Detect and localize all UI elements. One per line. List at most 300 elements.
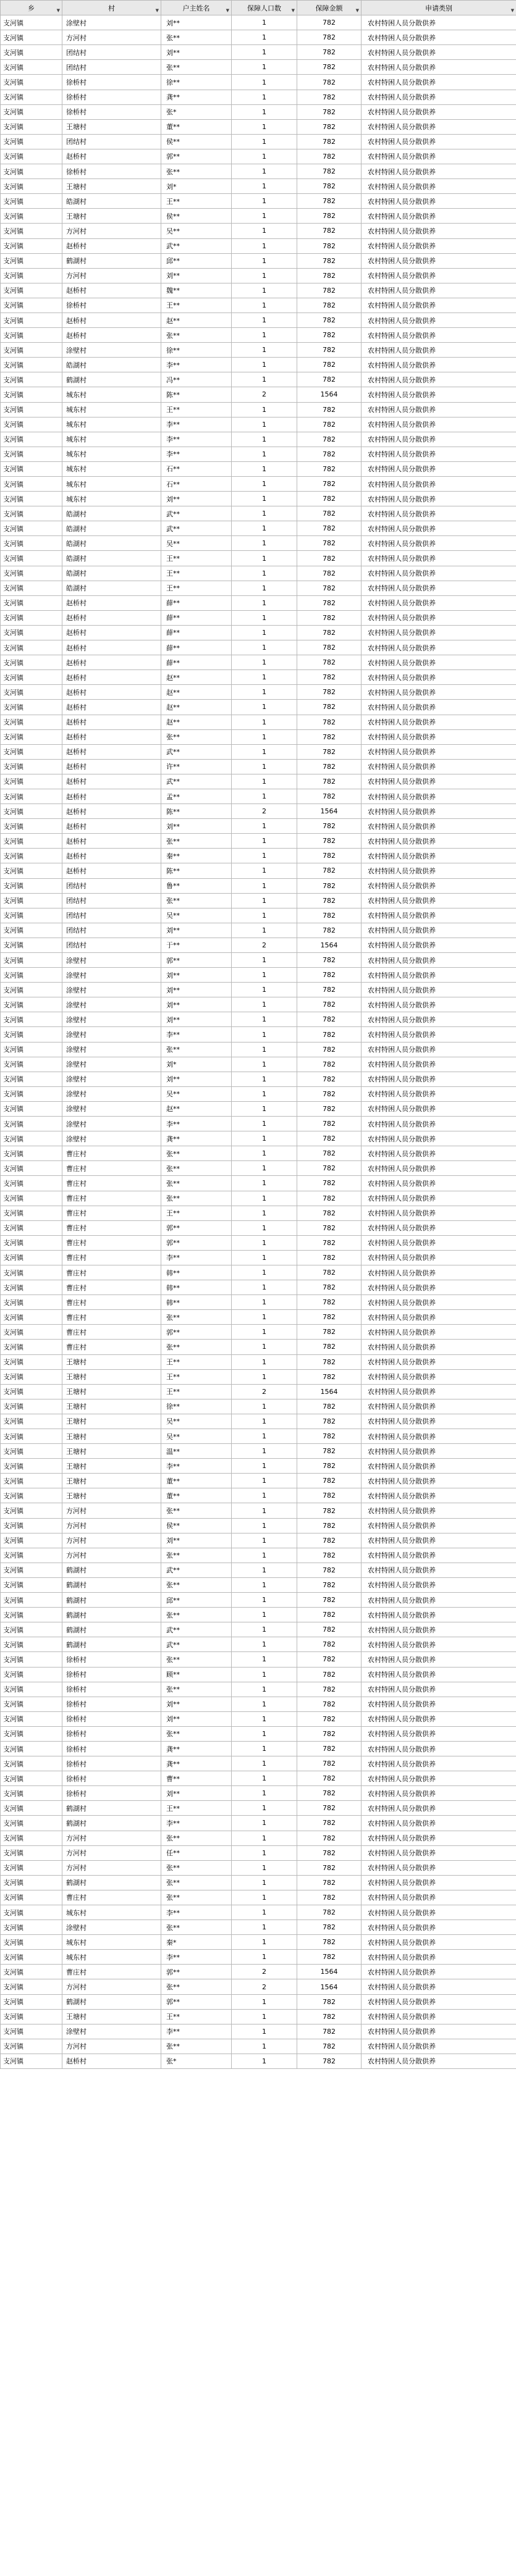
cell-township[interactable]: 支河镇 (1, 1518, 62, 1533)
cell-village[interactable]: 王塘村 (62, 1384, 161, 1399)
cell-population[interactable]: 1 (232, 1697, 297, 1711)
cell-population[interactable]: 1 (232, 328, 297, 343)
cell-category[interactable]: 农村特困人员分散供养 (362, 1533, 516, 1548)
cell-township[interactable]: 支河镇 (1, 1012, 62, 1027)
cell-category[interactable]: 农村特困人员分散供养 (362, 1965, 516, 1979)
cell-amount[interactable]: 782 (297, 209, 362, 224)
cell-householder[interactable]: 任** (161, 1845, 232, 1860)
cell-category[interactable]: 农村特困人员分散供养 (362, 179, 516, 194)
cell-amount[interactable]: 782 (297, 1920, 362, 1935)
cell-householder[interactable]: 许** (161, 759, 232, 774)
cell-category[interactable]: 农村特困人员分散供养 (362, 1994, 516, 2009)
cell-village[interactable]: 曹庄村 (62, 1220, 161, 1235)
cell-category[interactable]: 农村特困人员分散供养 (362, 1042, 516, 1057)
cell-population[interactable]: 1 (232, 595, 297, 610)
cell-village[interactable]: 赵桥村 (62, 774, 161, 789)
cell-amount[interactable]: 782 (297, 1295, 362, 1310)
cell-township[interactable]: 支河镇 (1, 194, 62, 209)
cell-householder[interactable]: 韩** (161, 1280, 232, 1295)
cell-village[interactable]: 王塘村 (62, 179, 161, 194)
cell-householder[interactable]: 吴** (161, 1429, 232, 1444)
cell-village[interactable]: 城东村 (62, 417, 161, 432)
cell-amount[interactable]: 782 (297, 744, 362, 759)
cell-township[interactable]: 支河镇 (1, 253, 62, 268)
cell-village[interactable]: 涂壁村 (62, 983, 161, 997)
cell-householder[interactable]: 郭** (161, 1965, 232, 1979)
cell-township[interactable]: 支河镇 (1, 1682, 62, 1697)
cell-category[interactable]: 农村特困人员分散供养 (362, 819, 516, 834)
cell-population[interactable]: 1 (232, 1117, 297, 1131)
cell-amount[interactable]: 782 (297, 1845, 362, 1860)
cell-householder[interactable]: 韩** (161, 1265, 232, 1280)
cell-householder[interactable]: 王** (161, 1801, 232, 1816)
cell-householder[interactable]: 刘** (161, 1012, 232, 1027)
cell-population[interactable]: 1 (232, 1771, 297, 1786)
cell-township[interactable]: 支河镇 (1, 506, 62, 521)
cell-township[interactable]: 支河镇 (1, 804, 62, 819)
cell-amount[interactable]: 782 (297, 1042, 362, 1057)
cell-amount[interactable]: 782 (297, 1890, 362, 1905)
cell-amount[interactable]: 782 (297, 104, 362, 119)
cell-householder[interactable]: 刘** (161, 1711, 232, 1726)
cell-village[interactable]: 方河村 (62, 1503, 161, 1518)
cell-village[interactable]: 方河村 (62, 1533, 161, 1548)
cell-village[interactable]: 方河村 (62, 1845, 161, 1860)
cell-village[interactable]: 赵桥村 (62, 849, 161, 863)
cell-village[interactable]: 涂壁村 (62, 968, 161, 983)
cell-township[interactable]: 支河镇 (1, 923, 62, 938)
cell-category[interactable]: 农村特困人员分散供养 (362, 774, 516, 789)
cell-category[interactable]: 农村特困人员分散供养 (362, 849, 516, 863)
cell-householder[interactable]: 张** (161, 1920, 232, 1935)
cell-village[interactable]: 方河村 (62, 224, 161, 238)
cell-amount[interactable]: 782 (297, 759, 362, 774)
cell-householder[interactable]: 李** (161, 1459, 232, 1474)
cell-population[interactable]: 1 (232, 1265, 297, 1280)
cell-village[interactable]: 涂壁村 (62, 953, 161, 968)
cell-population[interactable]: 1 (232, 224, 297, 238)
cell-village[interactable]: 鹤湖村 (62, 1801, 161, 1816)
cell-village[interactable]: 曹庄村 (62, 1340, 161, 1354)
cell-category[interactable]: 农村特困人员分散供养 (362, 1905, 516, 1920)
cell-village[interactable]: 赵桥村 (62, 819, 161, 834)
cell-village[interactable]: 王塘村 (62, 1474, 161, 1488)
cell-category[interactable]: 农村特困人员分散供养 (362, 104, 516, 119)
cell-householder[interactable]: 李** (161, 417, 232, 432)
cell-village[interactable]: 团结村 (62, 134, 161, 149)
cell-amount[interactable]: 782 (297, 1161, 362, 1176)
cell-township[interactable]: 支河镇 (1, 1161, 62, 1176)
cell-householder[interactable]: 李** (161, 1950, 232, 1965)
cell-population[interactable]: 1 (232, 1325, 297, 1340)
cell-householder[interactable]: 张** (161, 729, 232, 744)
cell-category[interactable]: 农村特困人员分散供养 (362, 744, 516, 759)
cell-householder[interactable]: 刘** (161, 997, 232, 1012)
cell-township[interactable]: 支河镇 (1, 1608, 62, 1622)
cell-population[interactable]: 1 (232, 863, 297, 878)
cell-householder[interactable]: 徐** (161, 75, 232, 90)
cell-category[interactable]: 农村特困人员分散供养 (362, 1340, 516, 1354)
cell-township[interactable]: 支河镇 (1, 670, 62, 685)
cell-amount[interactable]: 782 (297, 1726, 362, 1741)
cell-population[interactable]: 1 (232, 149, 297, 164)
cell-amount[interactable]: 1564 (297, 938, 362, 952)
cell-amount[interactable]: 782 (297, 536, 362, 551)
cell-village[interactable]: 王塘村 (62, 1354, 161, 1369)
cell-population[interactable]: 1 (232, 1890, 297, 1905)
cell-amount[interactable]: 782 (297, 1905, 362, 1920)
cell-amount[interactable]: 782 (297, 1310, 362, 1325)
cell-householder[interactable]: 于** (161, 938, 232, 952)
cell-amount[interactable]: 782 (297, 1593, 362, 1608)
cell-village[interactable]: 曹庄村 (62, 1161, 161, 1176)
cell-township[interactable]: 支河镇 (1, 1801, 62, 1816)
cell-township[interactable]: 支河镇 (1, 2009, 62, 2024)
cell-category[interactable]: 农村特困人员分散供养 (362, 119, 516, 134)
cell-population[interactable]: 1 (232, 685, 297, 700)
cell-population[interactable]: 1 (232, 1786, 297, 1801)
cell-township[interactable]: 支河镇 (1, 1667, 62, 1682)
cell-village[interactable]: 方河村 (62, 1831, 161, 1845)
cell-category[interactable]: 农村特困人员分散供养 (362, 432, 516, 447)
cell-householder[interactable]: 刘** (161, 1786, 232, 1801)
cell-village[interactable]: 王塘村 (62, 1444, 161, 1459)
cell-population[interactable]: 1 (232, 477, 297, 492)
cell-householder[interactable]: 孟** (161, 789, 232, 803)
cell-amount[interactable]: 1564 (297, 1965, 362, 1979)
column-header-population[interactable]: 保障人口数 ▼ (232, 1, 297, 15)
cell-township[interactable]: 支河镇 (1, 1206, 62, 1220)
cell-category[interactable]: 农村特困人员分散供养 (362, 1325, 516, 1340)
cell-township[interactable]: 支河镇 (1, 1756, 62, 1771)
cell-township[interactable]: 支河镇 (1, 1548, 62, 1563)
cell-population[interactable]: 1 (232, 164, 297, 179)
cell-population[interactable]: 1 (232, 447, 297, 461)
cell-householder[interactable]: 吴** (161, 1086, 232, 1101)
cell-category[interactable]: 农村特困人员分散供养 (362, 1459, 516, 1474)
cell-amount[interactable]: 782 (297, 715, 362, 729)
cell-population[interactable]: 1 (232, 640, 297, 655)
cell-category[interactable]: 农村特困人员分散供养 (362, 1667, 516, 1682)
cell-population[interactable]: 1 (232, 283, 297, 298)
cell-village[interactable]: 王塘村 (62, 119, 161, 134)
cell-village[interactable]: 城东村 (62, 402, 161, 417)
cell-township[interactable]: 支河镇 (1, 372, 62, 387)
cell-village[interactable]: 徐桥村 (62, 1726, 161, 1741)
cell-village[interactable]: 王塘村 (62, 1488, 161, 1503)
cell-amount[interactable]: 782 (297, 461, 362, 476)
cell-amount[interactable]: 782 (297, 1131, 362, 1146)
cell-township[interactable]: 支河镇 (1, 1295, 62, 1310)
cell-village[interactable]: 王塘村 (62, 1399, 161, 1414)
cell-householder[interactable]: 刘** (161, 968, 232, 983)
cell-householder[interactable]: 吴** (161, 908, 232, 923)
cell-township[interactable]: 支河镇 (1, 1265, 62, 1280)
cell-population[interactable]: 1 (232, 1310, 297, 1325)
cell-householder[interactable]: 李** (161, 1250, 232, 1265)
cell-population[interactable]: 1 (232, 45, 297, 60)
cell-township[interactable]: 支河镇 (1, 164, 62, 179)
cell-category[interactable]: 农村特困人员分散供养 (362, 461, 516, 476)
cell-category[interactable]: 农村特困人员分散供养 (362, 45, 516, 60)
cell-amount[interactable]: 782 (297, 1474, 362, 1488)
cell-population[interactable]: 1 (232, 313, 297, 327)
cell-village[interactable]: 徐桥村 (62, 1667, 161, 1682)
cell-township[interactable]: 支河镇 (1, 566, 62, 581)
filter-dropdown-icon[interactable]: ▼ (291, 8, 295, 14)
cell-village[interactable]: 曹庄村 (62, 1325, 161, 1340)
cell-householder[interactable]: 刘** (161, 923, 232, 938)
cell-population[interactable]: 1 (232, 268, 297, 283)
cell-township[interactable]: 支河镇 (1, 1384, 62, 1399)
cell-population[interactable]: 1 (232, 1682, 297, 1697)
cell-village[interactable]: 城东村 (62, 461, 161, 476)
cell-village[interactable]: 王塘村 (62, 1369, 161, 1384)
cell-population[interactable]: 1 (232, 1905, 297, 1920)
cell-village[interactable]: 鹤湖村 (62, 1593, 161, 1608)
cell-householder[interactable]: 王** (161, 1369, 232, 1384)
cell-population[interactable]: 1 (232, 119, 297, 134)
cell-householder[interactable]: 曹** (161, 1771, 232, 1786)
cell-category[interactable]: 农村特困人员分散供养 (362, 1682, 516, 1697)
cell-amount[interactable]: 782 (297, 878, 362, 893)
cell-township[interactable]: 支河镇 (1, 417, 62, 432)
cell-population[interactable]: 1 (232, 1057, 297, 1072)
cell-householder[interactable]: 鲁** (161, 878, 232, 893)
cell-category[interactable]: 农村特困人员分散供养 (362, 595, 516, 610)
cell-village[interactable]: 城东村 (62, 492, 161, 506)
cell-population[interactable]: 1 (232, 1935, 297, 1950)
cell-householder[interactable]: 薛** (161, 655, 232, 670)
cell-township[interactable]: 支河镇 (1, 1042, 62, 1057)
cell-population[interactable]: 1 (232, 744, 297, 759)
cell-householder[interactable]: 张** (161, 2039, 232, 2054)
cell-population[interactable]: 2 (232, 1384, 297, 1399)
cell-township[interactable]: 支河镇 (1, 358, 62, 372)
cell-amount[interactable]: 782 (297, 789, 362, 803)
cell-householder[interactable]: 张** (161, 1726, 232, 1741)
cell-householder[interactable]: 董** (161, 119, 232, 134)
cell-amount[interactable]: 782 (297, 1101, 362, 1116)
cell-category[interactable]: 农村特困人员分散供养 (362, 1176, 516, 1191)
cell-amount[interactable]: 782 (297, 313, 362, 327)
cell-householder[interactable]: 董** (161, 1488, 232, 1503)
cell-village[interactable]: 曹庄村 (62, 1295, 161, 1310)
cell-amount[interactable]: 782 (297, 179, 362, 194)
cell-population[interactable]: 1 (232, 60, 297, 75)
cell-township[interactable]: 支河镇 (1, 15, 62, 30)
cell-category[interactable]: 农村特困人员分散供养 (362, 1577, 516, 1592)
cell-householder[interactable]: 赵** (161, 1101, 232, 1116)
cell-population[interactable]: 1 (232, 908, 297, 923)
cell-population[interactable]: 1 (232, 343, 297, 358)
cell-amount[interactable]: 782 (297, 283, 362, 298)
cell-village[interactable]: 赵桥村 (62, 715, 161, 729)
cell-householder[interactable]: 李** (161, 2024, 232, 2039)
cell-population[interactable]: 1 (232, 1042, 297, 1057)
cell-category[interactable]: 农村特困人员分散供养 (362, 1295, 516, 1310)
cell-village[interactable]: 涂壁村 (62, 1086, 161, 1101)
cell-householder[interactable]: 王** (161, 1384, 232, 1399)
cell-township[interactable]: 支河镇 (1, 1533, 62, 1548)
cell-householder[interactable]: 薛** (161, 625, 232, 640)
cell-householder[interactable]: 郭** (161, 1994, 232, 2009)
cell-householder[interactable]: 薛** (161, 640, 232, 655)
cell-township[interactable]: 支河镇 (1, 625, 62, 640)
cell-township[interactable]: 支河镇 (1, 536, 62, 551)
cell-village[interactable]: 团结村 (62, 45, 161, 60)
cell-township[interactable]: 支河镇 (1, 2039, 62, 2054)
cell-population[interactable]: 1 (232, 15, 297, 30)
cell-householder[interactable]: 吴** (161, 536, 232, 551)
cell-village[interactable]: 城东村 (62, 1950, 161, 1965)
cell-population[interactable]: 1 (232, 581, 297, 595)
cell-township[interactable]: 支河镇 (1, 1429, 62, 1444)
cell-township[interactable]: 支河镇 (1, 700, 62, 715)
cell-township[interactable]: 支河镇 (1, 1950, 62, 1965)
cell-amount[interactable]: 782 (297, 1191, 362, 1206)
column-header-amount[interactable]: 保障金额 ▼ (297, 1, 362, 15)
cell-population[interactable]: 1 (232, 1191, 297, 1206)
cell-category[interactable]: 农村特困人员分散供养 (362, 417, 516, 432)
cell-householder[interactable]: 郭** (161, 149, 232, 164)
cell-population[interactable]: 1 (232, 655, 297, 670)
cell-category[interactable]: 农村特困人员分散供养 (362, 1488, 516, 1503)
cell-category[interactable]: 农村特困人员分散供养 (362, 1027, 516, 1042)
cell-township[interactable]: 支河镇 (1, 1711, 62, 1726)
cell-amount[interactable]: 782 (297, 1682, 362, 1697)
cell-township[interactable]: 支河镇 (1, 1072, 62, 1086)
cell-township[interactable]: 支河镇 (1, 729, 62, 744)
cell-village[interactable]: 方河村 (62, 30, 161, 45)
filter-dropdown-icon[interactable]: ▼ (355, 8, 359, 14)
cell-township[interactable]: 支河镇 (1, 2024, 62, 2039)
cell-village[interactable]: 涂壁村 (62, 15, 161, 30)
cell-township[interactable]: 支河镇 (1, 268, 62, 283)
cell-population[interactable]: 1 (232, 625, 297, 640)
cell-township[interactable]: 支河镇 (1, 744, 62, 759)
cell-township[interactable]: 支河镇 (1, 1726, 62, 1741)
cell-category[interactable]: 农村特困人员分散供养 (362, 1652, 516, 1667)
cell-village[interactable]: 涂壁村 (62, 2024, 161, 2039)
cell-village[interactable]: 曹庄村 (62, 1890, 161, 1905)
cell-householder[interactable]: 郭** (161, 1235, 232, 1250)
cell-category[interactable]: 农村特困人员分散供养 (362, 224, 516, 238)
cell-amount[interactable]: 782 (297, 1935, 362, 1950)
cell-population[interactable]: 1 (232, 1459, 297, 1474)
cell-township[interactable]: 支河镇 (1, 521, 62, 536)
cell-amount[interactable]: 782 (297, 224, 362, 238)
cell-population[interactable]: 1 (232, 2054, 297, 2068)
cell-amount[interactable]: 1564 (297, 387, 362, 402)
cell-township[interactable]: 支河镇 (1, 1563, 62, 1577)
cell-category[interactable]: 农村特困人员分散供养 (362, 1563, 516, 1577)
cell-householder[interactable]: 石** (161, 461, 232, 476)
cell-householder[interactable]: 张** (161, 328, 232, 343)
cell-amount[interactable]: 782 (297, 1994, 362, 2009)
cell-village[interactable]: 徐桥村 (62, 1741, 161, 1756)
cell-village[interactable]: 涂壁村 (62, 1027, 161, 1042)
cell-township[interactable]: 支河镇 (1, 328, 62, 343)
cell-amount[interactable]: 782 (297, 2024, 362, 2039)
cell-township[interactable]: 支河镇 (1, 1786, 62, 1801)
cell-category[interactable]: 农村特困人员分散供养 (362, 1206, 516, 1220)
cell-township[interactable]: 支河镇 (1, 715, 62, 729)
cell-householder[interactable]: 顾** (161, 1667, 232, 1682)
cell-amount[interactable]: 782 (297, 358, 362, 372)
cell-population[interactable]: 1 (232, 402, 297, 417)
cell-category[interactable]: 农村特困人员分散供养 (362, 149, 516, 164)
cell-population[interactable]: 1 (232, 1354, 297, 1369)
cell-amount[interactable]: 782 (297, 863, 362, 878)
cell-householder[interactable]: 冯** (161, 372, 232, 387)
cell-township[interactable]: 支河镇 (1, 581, 62, 595)
cell-village[interactable]: 涂壁村 (62, 1101, 161, 1116)
cell-householder[interactable]: 武** (161, 1563, 232, 1577)
cell-category[interactable]: 农村特困人员分散供养 (362, 670, 516, 685)
cell-village[interactable]: 赵桥村 (62, 610, 161, 625)
cell-township[interactable]: 支河镇 (1, 1354, 62, 1369)
cell-township[interactable]: 支河镇 (1, 119, 62, 134)
cell-population[interactable]: 1 (232, 983, 297, 997)
cell-amount[interactable]: 782 (297, 997, 362, 1012)
cell-amount[interactable]: 782 (297, 1206, 362, 1220)
cell-category[interactable]: 农村特困人员分散供养 (362, 581, 516, 595)
cell-population[interactable]: 1 (232, 253, 297, 268)
column-header-householder[interactable]: 户主姓名 ▼ (161, 1, 232, 15)
cell-householder[interactable]: 刘* (161, 179, 232, 194)
cell-householder[interactable]: 龚** (161, 1131, 232, 1146)
cell-amount[interactable]: 782 (297, 1518, 362, 1533)
cell-population[interactable]: 1 (232, 358, 297, 372)
cell-amount[interactable]: 782 (297, 1697, 362, 1711)
cell-population[interactable]: 1 (232, 1845, 297, 1860)
cell-village[interactable]: 涂壁村 (62, 343, 161, 358)
cell-householder[interactable]: 龚** (161, 1756, 232, 1771)
cell-village[interactable]: 徐桥村 (62, 104, 161, 119)
cell-category[interactable]: 农村特困人员分散供养 (362, 1220, 516, 1235)
cell-householder[interactable]: 武** (161, 774, 232, 789)
cell-population[interactable]: 1 (232, 417, 297, 432)
cell-category[interactable]: 农村特困人员分散供养 (362, 1191, 516, 1206)
cell-township[interactable]: 支河镇 (1, 1414, 62, 1429)
cell-township[interactable]: 支河镇 (1, 1057, 62, 1072)
cell-township[interactable]: 支河镇 (1, 595, 62, 610)
cell-category[interactable]: 农村特困人员分散供养 (362, 1101, 516, 1116)
cell-category[interactable]: 农村特困人员分散供养 (362, 997, 516, 1012)
cell-township[interactable]: 支河镇 (1, 1474, 62, 1488)
cell-village[interactable]: 皓湖村 (62, 506, 161, 521)
cell-amount[interactable]: 782 (297, 1563, 362, 1577)
cell-village[interactable]: 赵桥村 (62, 149, 161, 164)
cell-village[interactable]: 皓湖村 (62, 521, 161, 536)
cell-category[interactable]: 农村特困人员分散供养 (362, 1161, 516, 1176)
cell-population[interactable]: 2 (232, 938, 297, 952)
cell-population[interactable]: 1 (232, 1235, 297, 1250)
cell-population[interactable]: 1 (232, 461, 297, 476)
cell-category[interactable]: 农村特困人员分散供养 (362, 1310, 516, 1325)
cell-township[interactable]: 支河镇 (1, 1146, 62, 1161)
cell-amount[interactable]: 782 (297, 1176, 362, 1191)
cell-population[interactable]: 1 (232, 2039, 297, 2054)
cell-population[interactable]: 1 (232, 834, 297, 849)
cell-population[interactable]: 1 (232, 1012, 297, 1027)
cell-householder[interactable]: 张** (161, 30, 232, 45)
cell-amount[interactable]: 782 (297, 1950, 362, 1965)
cell-village[interactable]: 徐桥村 (62, 1697, 161, 1711)
cell-amount[interactable]: 782 (297, 1801, 362, 1816)
cell-amount[interactable]: 782 (297, 30, 362, 45)
